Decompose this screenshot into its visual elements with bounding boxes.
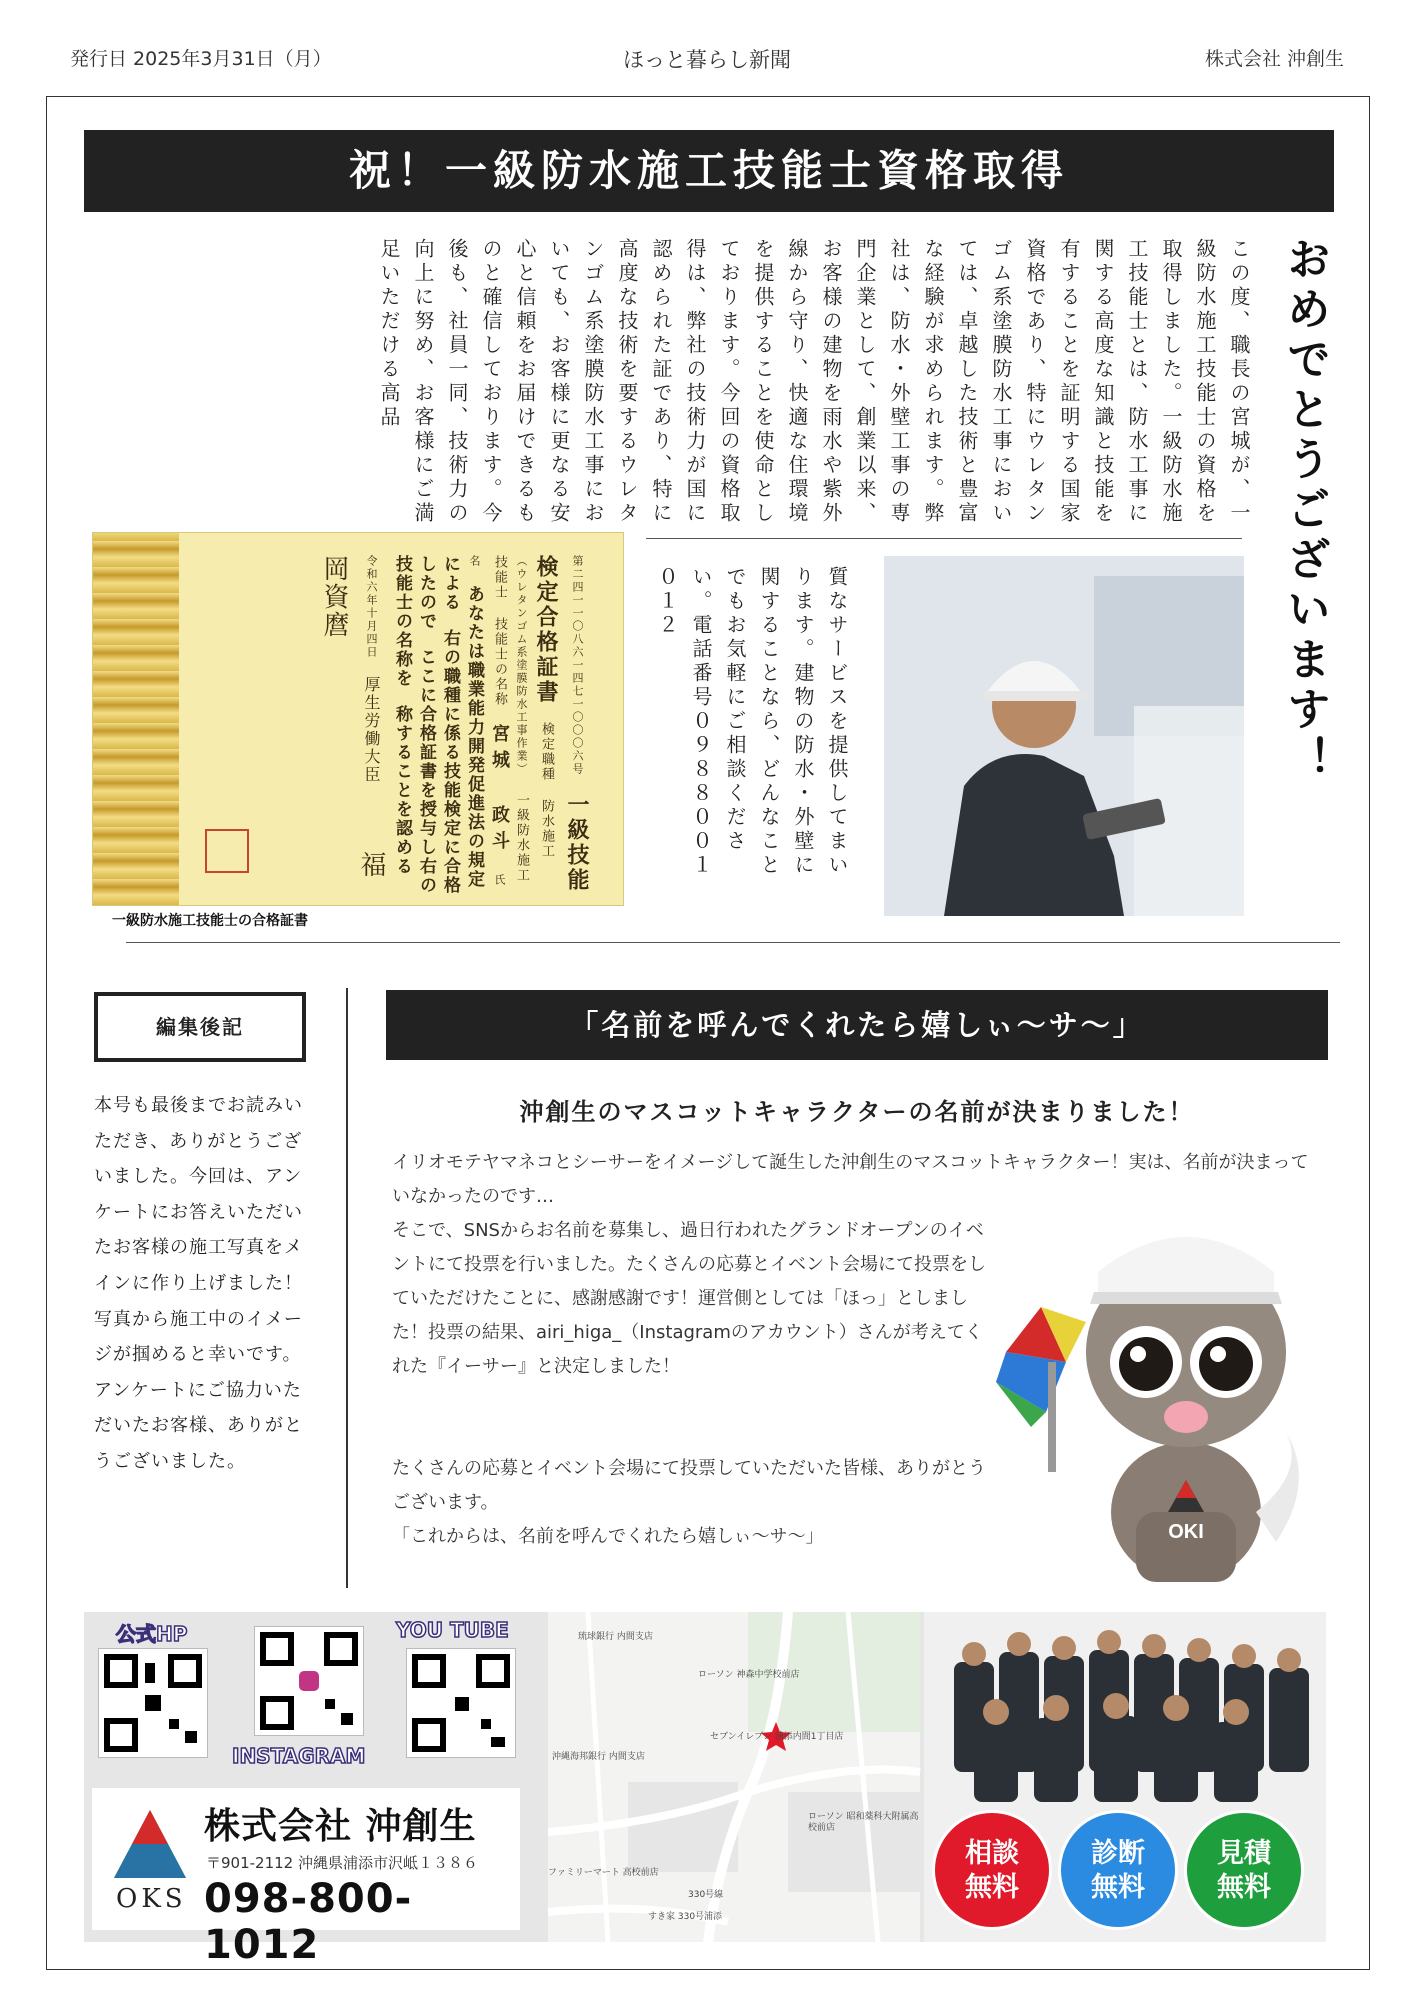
cert-title: 一級技能検定合格証書 xyxy=(533,555,590,893)
worker-illustration xyxy=(884,556,1244,916)
company-address: 〒901-2112 沖縄県浦添市沢岻１３８６ xyxy=(206,1854,478,1872)
certificate-ornament xyxy=(93,533,179,905)
mascot-subtitle: 沖創生のマスコットキャラクターの名前が決まりました！ xyxy=(519,1098,1195,1126)
map-label-4: 沖縄海邦銀行 内間支店 xyxy=(552,1752,645,1762)
map-label-1: 琉球銀行 内間支店 xyxy=(578,1632,653,1642)
mascot-badge-text: OKI xyxy=(1168,1521,1204,1543)
cert-date: 令和六年十月四日 xyxy=(365,555,378,659)
feature-title: 祝！一級防水施工技能士資格取得 xyxy=(84,130,1334,212)
cert-body-1: あなたは職業能力開発促進法の規定による xyxy=(440,555,484,889)
qr-youtube-label: YOU TUBE xyxy=(396,1618,509,1642)
cert-seal xyxy=(205,829,249,873)
certificate-image xyxy=(92,532,624,906)
newspaper-title: ほっと暮らし新聞 xyxy=(623,48,791,72)
cert-body-3: ここに合格証書を授与し右の技能士の名称を xyxy=(392,555,436,895)
editor-note-title: 編集後記 xyxy=(94,992,306,1062)
mascot-illustration xyxy=(986,1212,1316,1592)
cert-name-label: 技能士の名称 xyxy=(492,617,507,707)
company-logo-icon xyxy=(110,1806,190,1886)
mascot-paragraph-1: イリオモテヤマネコとシーサーをイメージして誕生した沖創生のマスコットキャラクター！実は、名前が決まっていなかったのです… xyxy=(392,1152,1309,1207)
badge-diagnosis[interactable] xyxy=(1058,1810,1178,1930)
mascot-paragraph-4: 「これからは、名前を呼んでくれたら嬉しぃ〜サ〜」 xyxy=(392,1526,824,1547)
qr-instagram-label: INSTAGRAM xyxy=(232,1744,366,1768)
cert-number: 第二四一一〇八六一四七一〇〇〇六号 xyxy=(571,555,584,776)
badge-estimate[interactable] xyxy=(1184,1810,1304,1930)
qr-instagram-pattern xyxy=(255,1627,363,1735)
map-label-5: ローソン 昭和薬科大附属高校前店 xyxy=(808,1812,919,1833)
article-divider xyxy=(646,538,1242,539)
issue-date: 発行日 2025年3月31日（月） xyxy=(70,48,332,70)
feature-article-continued: 質なサービスを提供してまいります。建物の防水・外壁に関することなら、どんなことでもお気軽にご相談ください。電話番号０９８８００１０１２ xyxy=(655,566,849,878)
badge-diagnosis-bottom: 無料 xyxy=(1091,1872,1145,1903)
company-logo-text: OKS xyxy=(116,1884,187,1914)
qr-youtube-pattern xyxy=(407,1649,515,1757)
cert-kind: 防水施工 xyxy=(539,799,554,859)
certificate-text xyxy=(316,555,593,895)
certificate-caption: 一級防水施工技能士の合格証書 xyxy=(112,913,308,929)
qr-youtube-code[interactable] xyxy=(406,1648,516,1758)
map-label-2: ローソン 神森中学校前店 xyxy=(698,1670,800,1680)
qr-hp-code[interactable] xyxy=(98,1648,208,1758)
cert-body-4: 称することを認める xyxy=(392,705,412,876)
badge-estimate-bottom: 無料 xyxy=(1217,1872,1271,1903)
mascot-title: 「名前を呼んでくれたら嬉しぃ〜サ〜」 xyxy=(386,990,1328,1060)
cert-name: 一級防水施工技能士 xyxy=(492,555,529,883)
badge-diagnosis-top: 診断 xyxy=(1091,1838,1145,1869)
map-label-6: ファミリーマート 高校前店 xyxy=(548,1868,659,1878)
cert-minister-name: 福岡資麿 xyxy=(319,555,386,879)
company-phone[interactable]: 098-800-1012 xyxy=(204,1876,413,1968)
congrats-heading: おめでとうございます！ xyxy=(1279,236,1330,786)
map-label-3: セブンイレブン 浦添内間1丁目店 xyxy=(710,1732,844,1742)
section-divider xyxy=(126,942,1340,943)
cert-body-2: 右の職種に係る技能検定に合格したので xyxy=(416,555,460,895)
column-divider xyxy=(346,988,348,1588)
company-name: 株式会社 沖創生 xyxy=(204,1806,477,1847)
cert-person: 宮城 政斗 xyxy=(489,724,510,857)
editor-note-text: 本号も最後までお読みいただき、ありがとうございました。今回は、アンケートにお答えいただいたお客様の施工写真をメインに作り上げました！写真から施工中のイメージが掴めると幸いです。アンケートにご協力いただいたお客様、ありがとうございました。 xyxy=(94,1095,303,1472)
badge-consult-top: 相談 xyxy=(965,1838,1019,1869)
feature-article: この度、職長の宮城が、一級防水施工技能士の資格を取得しました。一級防水施工技能士とは、防水工事に関する高度な知識と技能を有することを証明する国家資格であり、特にウレタンゴム系塗膜防水工事においては、卓越した技術と豊富な経験が求められます。弊社は、防水・外壁工事の専門企業として、創業以来、お客様の建物を雨水や紫外線から守り、快適な住環境を提供することを使命としております。今回の資格取得は、弊社の技術力が国に認められた証であり、特に高度な技術を要するウレタンゴム系塗膜防水工事においても、お客様に更なる安心と信頼をお届けできるものと確信しております。今後も、社員一同、技術力の向上に努め、お客様にご満足いただける高品 xyxy=(377,238,1251,526)
qr-hp-pattern xyxy=(99,1649,207,1757)
map-label-8: すき家 330号浦添 xyxy=(648,1912,723,1922)
map-label-7: 330号線 xyxy=(688,1890,724,1900)
badge-consult-bottom: 無料 xyxy=(965,1872,1019,1903)
qr-instagram-code[interactable] xyxy=(254,1626,364,1736)
mascot-paragraph-3: たくさんの応募とイベント会場にて投票していただいた皆様、ありがとうございます。 xyxy=(392,1458,986,1513)
map-roads xyxy=(548,1612,920,1942)
mascot-drawing xyxy=(986,1212,1316,1592)
worker-photo xyxy=(884,556,1244,916)
mascot-paragraph-2: そこで、SNSからお名前を募集し、過日行われたグランドオープンのイベントにて投票を行いました。たくさんの応募とイベント会場にて投票をしていただけたことに、感謝感謝です！運営側としては「ほっ」としました！投票の結果、airi_higa_（Instagramのアカウント）さんが考えてくれた『イーサー』と決定しました！ xyxy=(392,1220,986,1377)
badge-estimate-top: 見積 xyxy=(1217,1838,1271,1869)
cert-minister-title: 厚生労働大臣 xyxy=(362,676,381,784)
cert-person-label: 氏名 xyxy=(468,555,506,887)
header-company: 株式会社 沖創生 xyxy=(1204,48,1344,70)
cert-kind-label: 検定職種 xyxy=(539,722,554,782)
location-map[interactable] xyxy=(548,1612,920,1942)
cert-work: （ウレタンゴム系塗膜防水工事作業） xyxy=(515,555,528,776)
qr-hp-label: 公式HP xyxy=(116,1622,188,1646)
badge-consult[interactable] xyxy=(932,1810,1052,1930)
company-card xyxy=(92,1788,520,1968)
